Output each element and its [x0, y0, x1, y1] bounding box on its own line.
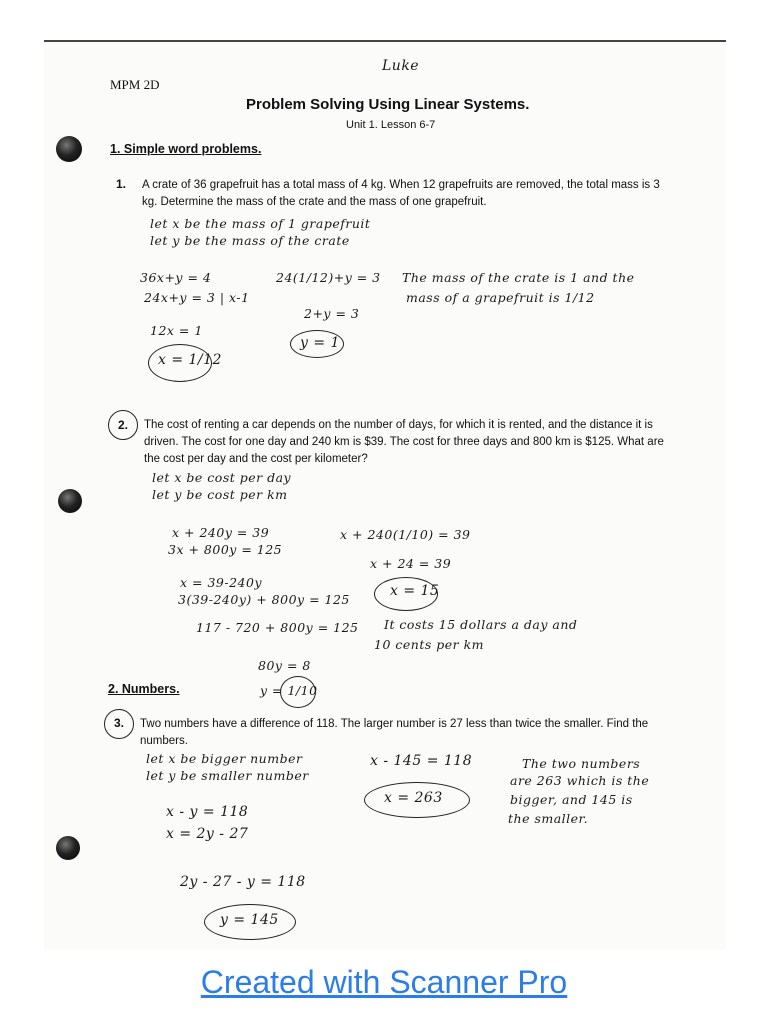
course-code: MPM 2D [110, 77, 160, 92]
handwritten-let-x: let x be bigger number [146, 751, 303, 766]
handwritten-equation: 3x + 800y = 125 [168, 542, 283, 557]
handwritten-let-y: let y be smaller number [146, 768, 309, 783]
handwritten-equation: 12x = 1 [150, 323, 203, 338]
page-title: Problem Solving Using Linear Systems. [246, 96, 530, 113]
handwritten-conclusion: It costs 15 dollars a day and [384, 617, 578, 632]
punch-hole-bottom [56, 836, 80, 860]
handwritten-answer: x = 1/12 [158, 352, 222, 368]
problem-number: 3. [114, 716, 125, 730]
handwritten-equation: x + 240y = 39 [172, 525, 270, 540]
handwritten-equation: 80y = 8 [258, 658, 311, 673]
handwritten-equation: 3(39-240y) + 800y = 125 [178, 592, 350, 607]
handwritten-conclusion: the smaller. [508, 811, 589, 826]
handwritten-conclusion: 10 cents per km [374, 637, 485, 652]
handwritten-equation: x + 240(1/10) = 39 [340, 527, 471, 542]
handwritten-equation: 36x+y = 4 [140, 270, 212, 285]
problem-text: Two numbers have a difference of 118. The larger number is 27 less than twice the smaller. Find the numbers. [140, 718, 649, 747]
handwritten-equation: x = 39-240y [180, 575, 263, 590]
handwritten-answer: x = 263 [384, 790, 443, 806]
handwritten-equation: x - y = 118 [166, 804, 249, 820]
handwritten-equation: x + 24 = 39 [370, 556, 452, 571]
handwritten-conclusion: The mass of the crate is 1 and the [402, 270, 635, 285]
problem-number: 1. [116, 177, 127, 191]
handwritten-conclusion: mass of a grapefruit is 1/12 [406, 290, 595, 305]
handwritten-conclusion: The two numbers [522, 756, 641, 771]
student-name: Luke [382, 58, 420, 74]
handwritten-conclusion: are 263 which is the [510, 773, 650, 788]
handwritten-equation: 24(1/12)+y = 3 [276, 270, 381, 285]
page-subtitle: Unit 1. Lesson 6-7 [346, 119, 436, 131]
handwritten-let-x: let x be the mass of 1 grapefruit [150, 216, 371, 231]
handwritten-equation: 117 - 720 + 800y = 125 [196, 620, 359, 635]
section-heading-numbers: 2. Numbers. [108, 682, 180, 696]
handwritten-let-y: let y be cost per km [152, 487, 288, 502]
handwritten-let-y: let y be the mass of the crate [150, 233, 350, 248]
section-heading-simple-word-problems: 1. Simple word problems. [110, 142, 262, 156]
problem-text: A crate of 36 grapefruit has a total mass of 4 kg. When 12 grapefruits are removed, the total mass is 3 kg. Determine the mass of the crate and the mass of one grapefruit. [142, 179, 660, 208]
problem-number: 2. [118, 418, 129, 432]
handwritten-answer: y = 1/10 [260, 683, 318, 698]
scanner-pro-link[interactable]: Created with Scanner Pro [200, 964, 568, 1000]
problem-text: The cost of renting a car depends on the number of days, for which it is rented, and the distance it is driven. The cost for one day and 240 km is $39. The cost for three days and 800 km is $125. What are the cost per day and the cost per kilometer? [144, 419, 664, 465]
handwritten-conclusion: bigger, and 145 is [510, 792, 633, 807]
punch-hole-middle [58, 489, 82, 513]
handwritten-equation: 24x+y = 3 | x-1 [144, 290, 250, 305]
handwritten-let-x: let x be cost per day [152, 470, 292, 485]
handwritten-equation: 2+y = 3 [304, 306, 360, 321]
handwritten-equation: 2y - 27 - y = 118 [180, 874, 306, 890]
handwritten-equation: x = 2y - 27 [166, 826, 249, 842]
handwritten-equation: x - 145 = 118 [370, 753, 473, 769]
handwritten-answer: y = 145 [220, 912, 279, 928]
handwritten-answer: x = 15 [390, 583, 440, 599]
punch-hole-top [56, 136, 82, 162]
handwritten-answer: y = 1 [300, 335, 340, 351]
